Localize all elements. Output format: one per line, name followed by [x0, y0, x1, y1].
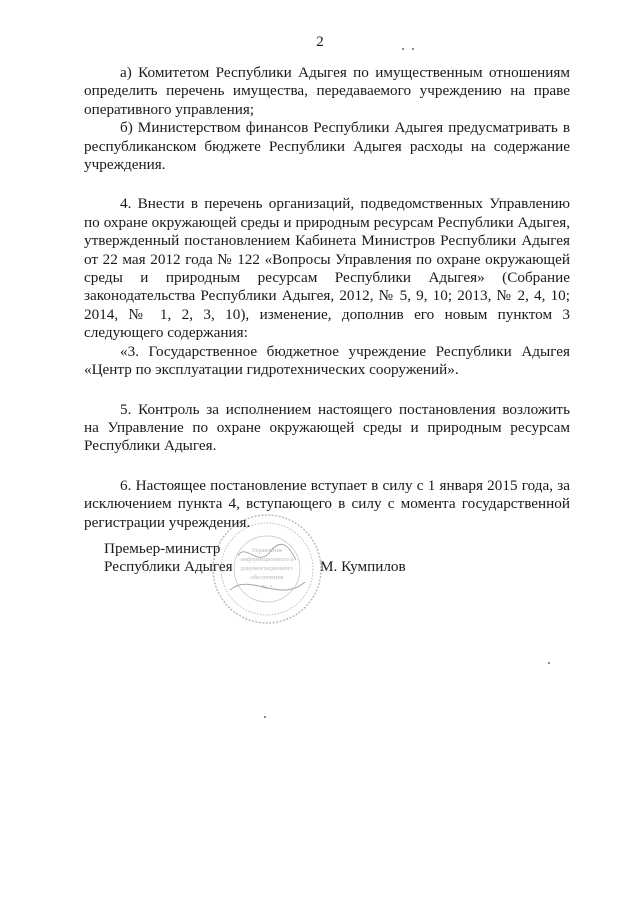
page-number: 2 [316, 34, 324, 50]
signatory-name: М. Кумпилов [320, 558, 406, 575]
paragraph-gap [84, 380, 570, 401]
signatory-title-line2: Республики Адыгея [104, 558, 233, 576]
official-stamp [210, 512, 324, 626]
paragraph-6: 6. Настоящее постановление вступает в силу с 1 января 2015 года, за исключением пункта 4, вступающего в силу с момента государственной регистрации учреждения. [84, 476, 570, 531]
document-body [84, 64, 570, 532]
stamp-text-line: № 2 [261, 584, 273, 591]
stamp-text-line: документационного [240, 565, 294, 572]
paragraph-4: 4. Внести в перечень организаций, подведомственных Управлению по охране окружающей среды и природным ресурсам Республики Адыгея, утвержденный постановлением Кабинета Министров Республики Адыгея от 22 мая 2012 года № 122 «Вопросы Управления по охране окружающей среды и природным ресурсам Республики Адыгея» (Собрание законодательства Республики Адыгея, 2012, № 5, 9, 10; 2013, № 2, 4, 10; 2014, № 1, 2, 3, 10), изменение, дополнив его новым пунктом 3 следующего содержания: [84, 195, 570, 342]
stamp-text-line: обеспечения [250, 574, 284, 581]
scan-speck [412, 48, 414, 50]
scan-speck [264, 716, 266, 718]
scan-speck [402, 48, 404, 50]
paragraph-3a: а) Комитетом Республики Адыгея по имущественным отношениям определить перечень имущества, передаваемого учреждению на праве оперативного управления; [84, 64, 570, 118]
stamp-text-line: информационного и [240, 556, 294, 563]
paragraph-4-quote: «3. Государственное бюджетное учреждение Республики Адыгея «Центр по эксплуатации гидротехнических сооружений». [84, 342, 570, 379]
stamp-text-line: Управление [251, 547, 283, 554]
paragraph-3b: б) Министерством финансов Республики Адыгея предусматривать в республиканском бюджете Республики Адыгея расходы на содержание учреждения. [84, 119, 570, 174]
paragraph-gap [84, 174, 570, 195]
scan-speck [548, 662, 550, 664]
signatory-title-line1: Премьер-министр [104, 540, 221, 557]
paragraph-gap [84, 456, 570, 477]
paragraph-5: 5. Контроль за исполнением настоящего постановления возложить на Управление по охране окружающей среды и природным ресурсам Республики Адыгея. [84, 400, 570, 455]
